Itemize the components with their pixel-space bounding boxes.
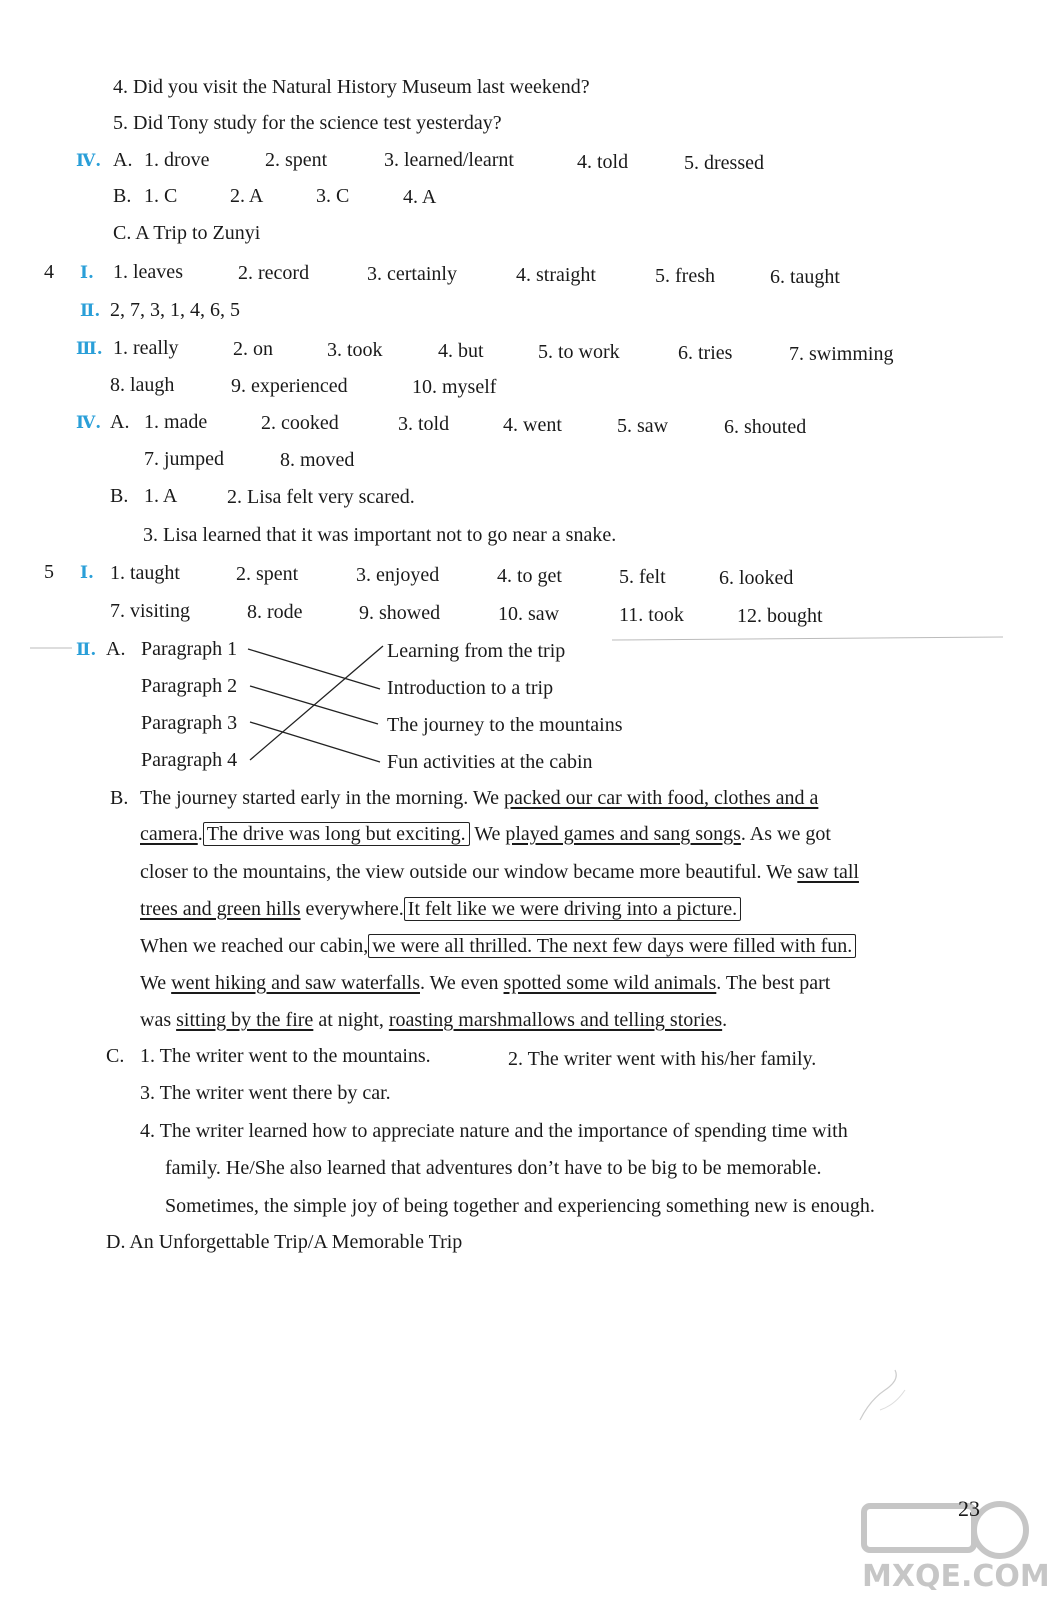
answer-item: 6. shouted [724,416,807,438]
match-topic: Learning from the trip [387,640,566,662]
sub-label: A. [113,149,133,171]
answer-line: 1. The writer went to the mountains. [140,1045,431,1067]
answer-item: 10. myself [412,376,497,398]
answer-item: 5. to work [538,341,620,363]
section-marker: Ⅳ. [76,151,102,171]
match-paragraph: Paragraph 3 [141,712,238,734]
section-marker: Ⅳ. [76,413,102,433]
answer-line: D. An Unforgettable Trip/A Memorable Trip [106,1231,463,1253]
answer-item: 1. drove [144,149,210,171]
passage-line: trees and green hills everywhere. It felt like we were driving into a picture. [140,896,940,922]
answer-item: 3. enjoyed [356,564,440,586]
sub-label: A. [110,411,130,433]
answer-item: 1. leaves [113,261,183,283]
answer-line: 4. The writer learned how to appreciate nature and the importance of spending time with [140,1120,848,1142]
answer-item: 5. felt [619,566,666,588]
answer-item: 2. cooked [261,412,339,434]
answer-item: 5. saw [617,415,669,437]
watermark-logo [860,1500,1050,1590]
answer-item: 4. to get [497,565,562,587]
answer-item: 3. learned/learnt [384,149,514,171]
answer-line: 2, 7, 3, 1, 4, 6, 5 [110,299,240,321]
answer-item: 2. spent [265,149,328,171]
section-marker: Ⅱ. [80,301,101,321]
answer-item: 1. really [113,337,179,359]
match-paragraph: Paragraph 4 [141,749,238,771]
answer-item: 8. rode [247,601,303,623]
answer-item: 1. C [144,185,178,207]
answer-item: 9. showed [359,602,441,624]
answer-item: 7. jumped [144,448,224,470]
answer-item: 9. experienced [231,375,348,397]
scan-smudge [840,1360,920,1430]
answer-item: 4. told [577,151,629,173]
answer-item: 3. took [327,339,383,361]
answer-item: 8. moved [280,449,355,471]
passage-line: When we reached our cabin, we were all thrilled. The next few days were filled with fun. [140,933,940,959]
answer-line: 3. Lisa learned that it was important not to go near a snake. [143,524,617,546]
answer-line: 5. Did Tony study for the science test yesterday? [113,112,502,134]
match-paragraph: Paragraph 1 [141,638,238,660]
answer-item: 1. A [144,485,178,507]
section-marker: Ⅰ. [80,563,94,583]
answer-item: 7. visiting [110,600,191,622]
passage-line: camera. The drive was long but exciting. We played games and sang songs. As we got [140,823,831,845]
section-number: 5 [44,561,54,583]
answer-item: 2. A [230,185,264,207]
answer-item: 1. made [144,411,208,433]
sub-label: B. [110,787,129,809]
answer-item: 2. record [238,262,310,284]
match-topic: Fun activities at the cabin [387,751,593,773]
section-marker: Ⅰ. [80,263,94,283]
passage-line: The journey started early in the morning. We packed our car with food, clothes and a [140,787,819,809]
answer-item: 3. told [398,413,450,435]
answer-item: 6. looked [719,567,794,589]
answer-item: 3. C [316,185,350,207]
passage-line: We went hiking and saw waterfalls. We even spotted some wild animals. The best part [140,972,831,994]
sub-label: B. [110,485,129,507]
answer-item: 5. fresh [655,265,715,287]
sub-label: C. [106,1045,125,1067]
answer-item: 4. went [503,414,562,436]
answer-item: 4. straight [516,264,596,286]
answer-item: 2. spent [236,563,299,585]
answer-item: 1. taught [110,562,180,584]
answer-item: 5. dressed [684,152,764,174]
match-paragraph: Paragraph 2 [141,675,238,697]
answer-item: 6. tries [678,342,733,364]
section-marker: Ⅲ. [76,339,103,359]
answer-item: 4. but [438,340,484,362]
page-number: 23 [958,1496,980,1521]
watermark-text: MXQE.COM [862,1559,1050,1590]
answer-item: 12. bought [737,605,823,627]
answer-item: 3. certainly [367,263,457,285]
answer-item: 8. laugh [110,374,175,396]
match-topic: Introduction to a trip [387,677,554,699]
answer-item: 10. saw [498,603,560,625]
answer-line: 2. The writer went with his/her family. [508,1048,817,1070]
answer-line: C. A Trip to Zunyi [113,222,261,244]
answer-item: 7. swimming [789,343,894,365]
answer-item: 2. Lisa felt very scared. [227,486,415,508]
sub-label: A. [106,638,126,660]
answer-item: 4. A [403,186,437,208]
sub-label: B. [113,185,132,207]
answer-line: 4. Did you visit the Natural History Museum last weekend? [113,76,590,98]
passage-line: was sitting by the fire at night, roasting marshmallows and telling stories. [140,1009,728,1031]
match-topic: The journey to the mountains [387,714,623,736]
answer-item: 2. on [233,338,273,360]
answer-item: 11. took [619,604,684,626]
answer-item: 6. taught [770,266,840,288]
passage-line: closer to the mountains, the view outside our window became more beautiful. We saw tall [140,861,859,883]
answer-line: family. He/She also learned that adventures don’t have to be big to be memorable. [165,1157,822,1179]
section-marker: Ⅱ. [76,640,97,660]
answer-line: 3. The writer went there by car. [140,1082,391,1104]
section-number: 4 [44,261,54,283]
answer-line: Sometimes, the simple joy of being together and experiencing something new is enough. [165,1195,875,1217]
